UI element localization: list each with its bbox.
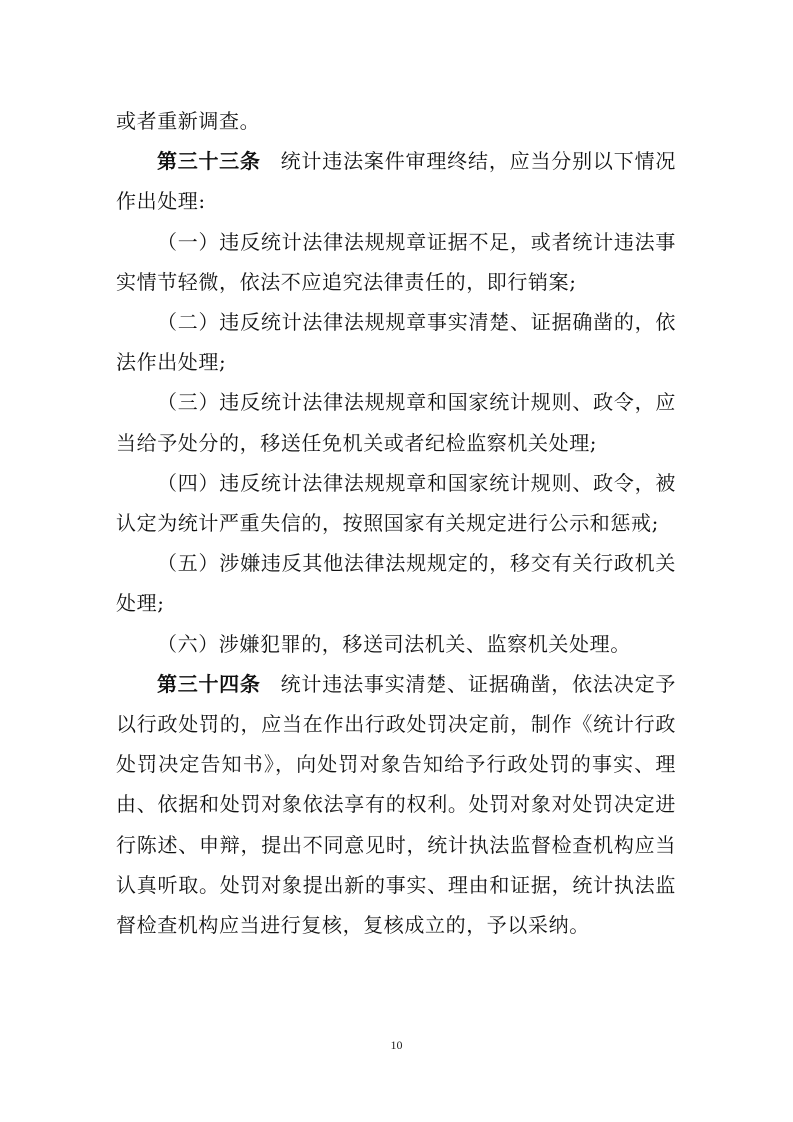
article-33-item-6: （六）涉嫌犯罪的，移送司法机关、监察机关处理。 xyxy=(157,631,631,656)
article-33-item-5: （五）涉嫌违反其他法律法规规定的，移交有关行政机关处理; xyxy=(116,551,676,616)
article-34-text: 统计违法事实清楚、证据确凿，依法决定予以行政处罚的，应当在作出行政处罚决定前，制作《统计行政处罚决定告知书》，向处罚对象告知给予行政处罚的事实、理由、依据和处罚对象依法享有的权利。处罚对象对处罚决定进行陈述、申辩，提出不同意见时，统计执法监督检查机构应当认真听取。处罚对象提出新的事实、理由和证据，统计执法监督检查机构应当进行复核，复核成立的，予以采纳。 xyxy=(116,671,676,938)
article-33-text: 统计违法案件审理终结，应当分别以下情况作出处理: xyxy=(116,149,676,214)
article-34-paragraph xyxy=(116,664,676,945)
article-33-paragraph xyxy=(116,141,676,221)
page-number: 10 xyxy=(390,1038,403,1052)
continuation-paragraph: 或者重新调查。 xyxy=(116,109,261,133)
article-33-item-4: （四）违反统计法律法规规章和国家统计规则、政令，被认定为统计严重失信的，按照国家有关规定进行公示和惩戒; xyxy=(116,470,676,536)
article-33-heading: 第三十三条 xyxy=(157,149,261,174)
article-33-item-2: （二）违反统计法律法规规章事实清楚、证据确凿的，依法作出处理; xyxy=(116,310,676,375)
article-34-heading: 第三十四条 xyxy=(157,671,261,696)
article-33-item-3: （三）违反统计法律法规规章和国家统计规则、政令，应当给予处分的，移送任免机关或者纪检监察机关处理; xyxy=(116,390,676,455)
article-33-item-1: （一）违反统计法律法规规章证据不足，或者统计违法事实情节轻微，依法不应追究法律责任的，即行销案; xyxy=(116,229,676,294)
document-body xyxy=(116,101,676,945)
